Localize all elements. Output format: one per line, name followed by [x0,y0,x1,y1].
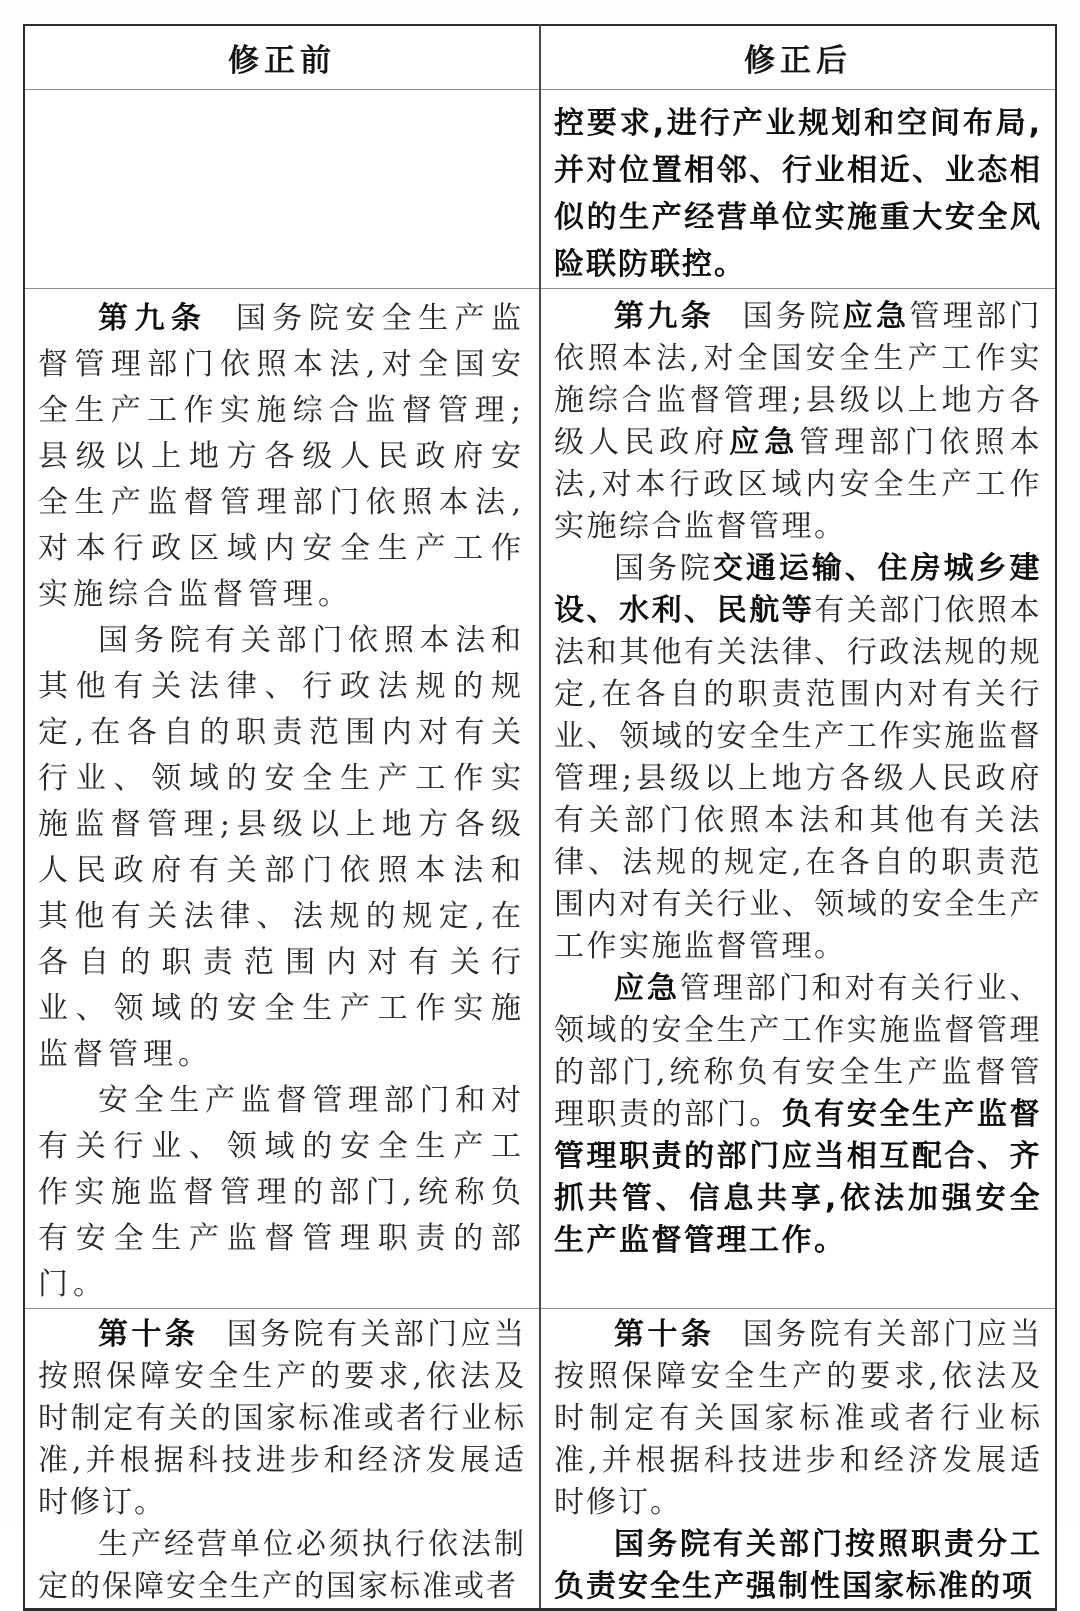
column-header-after-amendment: 修正后 [540,25,1056,89]
paragraph [38,1078,526,1308]
body-text: 管理部门依照本法,对全国安全生产工作实施综合监督管理;县级以上地方各级人民政府 [554,298,1043,460]
body-text: 安全生产监督管理部门和对有关行业、领域的安全生产工作实施监督管理的部门,统称负有安全生产监督管理职责的部门。 [38,1082,526,1302]
cell-article-9-before [24,288,540,1308]
amended-bold-text: 应急 [614,970,680,1006]
body-text: 国务院 [742,298,843,334]
paragraph [554,296,1042,548]
body-text: 管理部门和对有关行业、领域的安全生产工作实施监督管理的部门,统称负有安全生产监督管理职责的部门。 [554,970,1043,1132]
table-row-article-9 [24,288,1056,1308]
table-row-continued-clause [24,89,1056,288]
paragraph [38,1314,526,1524]
amended-bold-text: 交通运输、住房城乡建设、水利、民航等 [554,550,1042,628]
cell-before-empty [24,89,540,288]
amended-bold-text: 负有安全生产监督管理职责的部门应当相互配合、齐抓共管、信息共享,依法加强安全生产监督管理工作。 [554,1096,1042,1258]
paragraph [38,1524,526,1608]
body-text: 国务院安全生产监督管理部门依照本法,对全国安全生产工作实施综合监督管理;县级以上地方各级人民政府安全生产监督管理部门依照本法,对本行政区域内安全生产工作实施综合监督管理。 [38,300,527,612]
amendment-comparison-table [23,24,1057,1611]
amended-bold-text: 应急 [729,424,800,460]
amended-bold-text: 国务院有关部门按照职责分工负责安全生产强制性国家标准的项 [554,1526,1042,1604]
table-row-article-10 [24,1308,1056,1609]
amended-bold-text: 第十条 [614,1316,715,1352]
body-text: 国务院有关部门应当按照保障安全生产的要求,依法及时制定有关国家标准或者行业标准,并根据科技进步和经济发展适时修订。 [554,1316,1043,1520]
body-text: 国务院有关部门应当按照保障安全生产的要求,依法及时制定有关的国家标准或者行业标准,并根据科技进步和经济发展适时修订。 [38,1316,527,1520]
paragraph [38,618,526,1078]
body-text: 生产经营单位必须执行依法制定的保障安全生产的国家标准或者 [38,1526,526,1604]
cell-article-9-after [540,288,1056,1308]
body-text: 国务院有关部门依照本法和其他有关法律、行政法规的规定,在各自的职责范围内对有关行业、领域的安全生产工作实施监督管理;县级以上地方各级人民政府有关部门依照本法和其他有关法律、法规的规定,在各自的职责范围内对有关行业、领域的安全生产工作实施监督管理。 [38,622,526,1072]
paragraph [554,100,1042,288]
cell-article-10-before [24,1308,540,1609]
amended-bold-text: 控要求,进行产业规划和空间布局,并对位置相邻、行业相近、业态相似的生产经营单位实施重大安全风险联防联控。 [554,105,1042,282]
amended-bold-text: 第九条 [614,298,715,334]
amended-bold-text: 第九条 [98,300,208,336]
body-text: 有关部门依照本法和其他有关法律、行政法规的规定,在各自的职责范围内对有关行业、领域的安全生产工作实施监督管理;县级以上地方各级人民政府有关部门依照本法和其他有关法律、法规的规定,在各自的职责范围内对有关行业、领域的安全生产工作实施监督管理。 [554,592,1043,964]
paragraph [554,548,1042,968]
table-header-row [24,25,1056,89]
paragraph [554,1524,1042,1608]
paragraph [554,968,1042,1262]
paragraph [554,1314,1042,1524]
paragraph [38,296,526,618]
body-text: 国务院 [614,550,713,586]
amended-bold-text: 第十条 [98,1316,199,1352]
amended-bold-text: 应急 [842,298,910,334]
body-text: 管理部门依照本法,对本行政区域内安全生产工作实施综合监督管理。 [554,424,1043,544]
cell-article-10-after [540,1308,1056,1609]
cell-after-continued-clause [540,89,1056,288]
column-header-before-amendment: 修正前 [24,25,540,89]
